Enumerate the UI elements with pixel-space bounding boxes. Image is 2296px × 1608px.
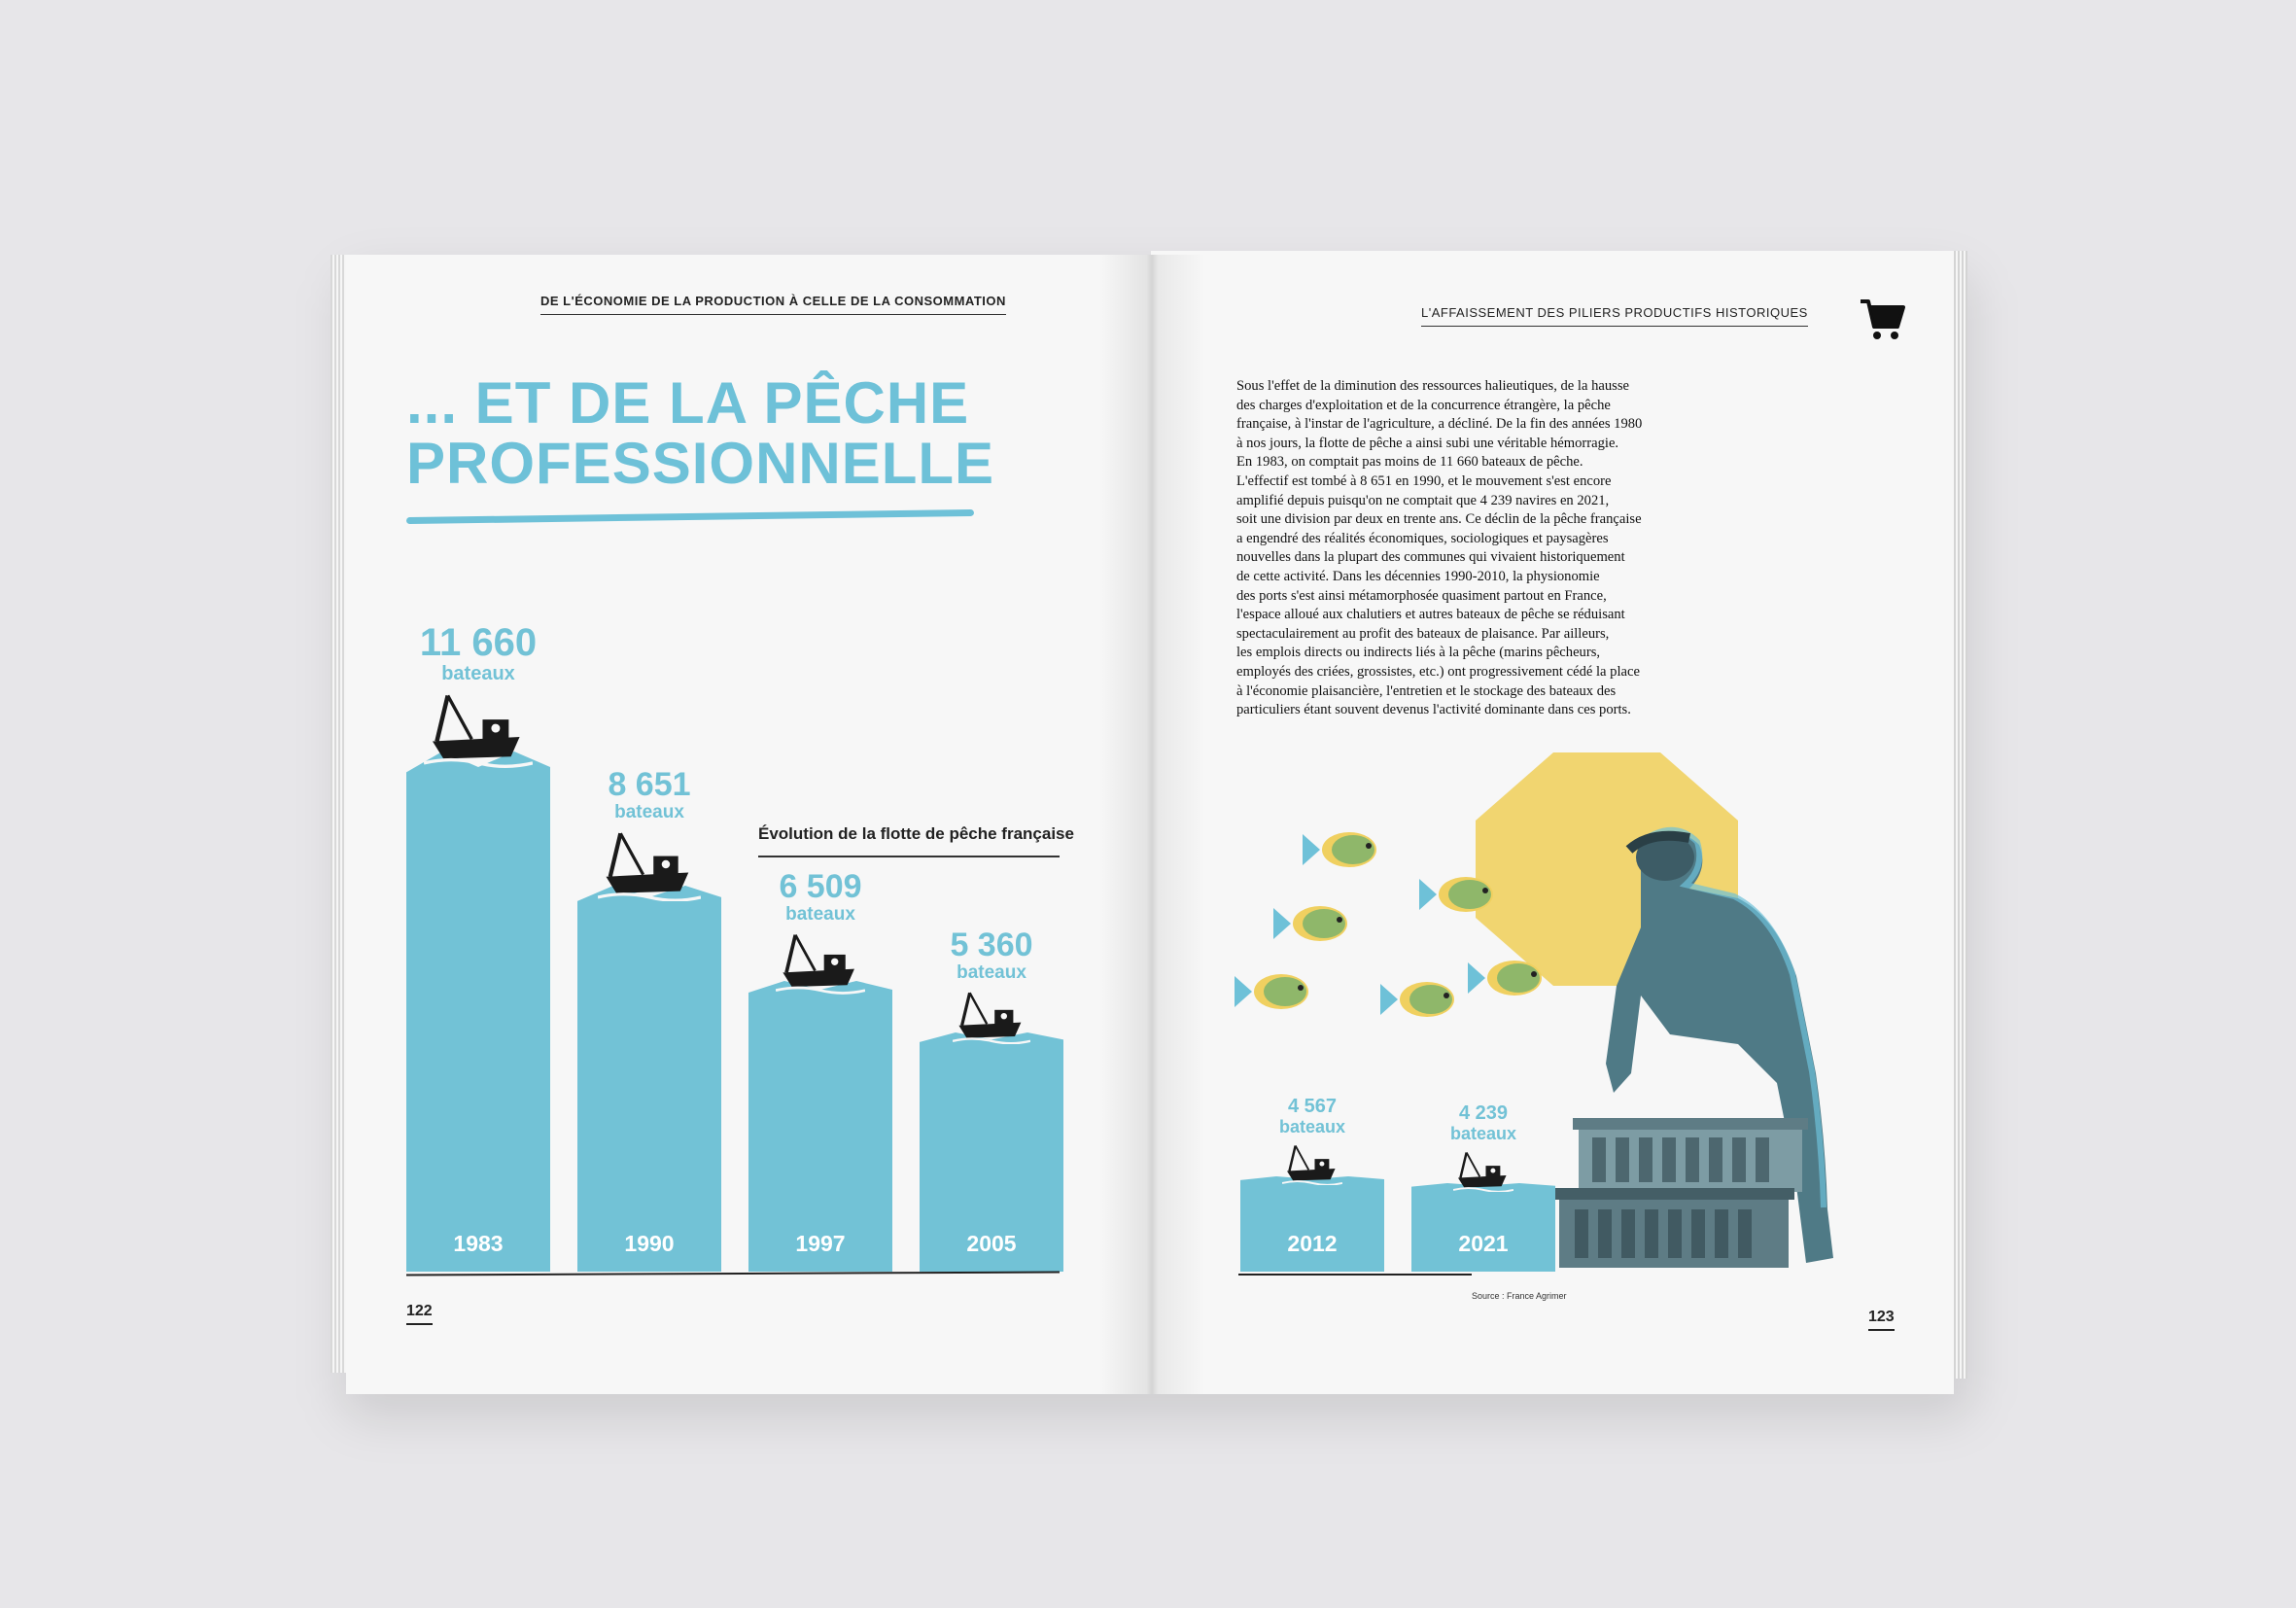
source-note: Source : France Agrimer xyxy=(1472,1291,1567,1301)
bar-year-label: 2005 xyxy=(966,1231,1017,1256)
fishing-boat-icon xyxy=(953,990,1030,1049)
bar-1997 xyxy=(748,981,892,1272)
bar-2012 xyxy=(1240,1176,1384,1272)
shopping-cart-icon xyxy=(1859,297,1905,342)
bar-unit-label: bateaux xyxy=(957,962,1026,983)
chart-baseline-left xyxy=(406,1272,1060,1276)
chart-baseline-right xyxy=(1238,1274,1472,1276)
title-underline xyxy=(406,509,974,524)
right-page xyxy=(1151,251,1954,1394)
bar-value-label: 6 509 xyxy=(779,868,862,906)
title-line-1: ... ET DE LA PÊCHE xyxy=(406,370,970,436)
bar-value-label: 11 660 xyxy=(419,621,538,665)
bar-unit-label: bateaux xyxy=(1449,1123,1517,1143)
bar-value-label: 8 651 xyxy=(608,765,691,803)
chart-caption: Évolution de la flotte de pêche française xyxy=(758,824,1074,843)
bar-year-label: 1997 xyxy=(795,1231,846,1256)
bar-unit-label: bateaux xyxy=(441,663,515,685)
bar-value-label: 4 239 xyxy=(1458,1101,1509,1124)
bar-1990 xyxy=(577,886,721,1272)
fishing-boat-icon xyxy=(776,931,865,998)
bar-year-label: 1990 xyxy=(624,1231,675,1256)
bar-year-label: 2012 xyxy=(1287,1231,1338,1256)
fish-icon xyxy=(1468,961,1542,996)
page-number-left: 122 xyxy=(406,1303,433,1325)
fishing-boat-icon xyxy=(424,691,533,772)
running-head-right: L'AFFAISSEMENT DES PILIERS PRODUCTIFS HISTORIQUES xyxy=(1421,305,1808,327)
body-text: Sous l'effet de la diminution des ressources halieutiques, de la hausse des charges d'exploitation et de la concurrence étrangère, la pêche française, à l'instar de l'agriculture, a décliné. De la fin des années 1980 à nos jours, la flotte de pêche a ainsi subi une véritable hémorragie. En 1983, on comptait pas moins de 11 660 bateaux de pêche. L'effectif est tombé à 8 651 en 1990, et le mouvement s'est encore amplifié depuis puisqu'on ne comptait que 4 239 navires en 2021, soit une division par deux en trente ans. Ce déclin de la pêche française a engendré des réalités économiques, sociologiques et paysagères nouvelles dans la plupart des communes qui vivaient historiquement de cette activité. Dans les décennies 1990-2010, la physionomie des ports s'est ainsi métamorphosée quasiment partout en France, l'espace alloué aux chalutiers et autres bateaux de pêche se réduisant spectaculairement au profit des bateaux de plaisance. Par ailleurs, les emplois directs ou indirects liés à la pêche (marins pêcheurs, employés des criées, grossistes, etc.) ont progressivement cédé la place à l'économie plaisancière, l'entretien et le stockage des bateaux des particuliers étant souvent devenus l'activité dominante dans ces ports. xyxy=(1236,378,1643,718)
fish-icon xyxy=(1380,982,1454,1017)
fishing-boat-icon xyxy=(598,829,701,906)
bar-unit-label: bateaux xyxy=(614,801,684,822)
fish-icon xyxy=(1235,974,1308,1009)
fish-icon xyxy=(1273,906,1347,941)
bar-unit-label: bateaux xyxy=(785,904,855,926)
title-line-2: PROFESSIONNELLE xyxy=(406,431,995,496)
fish-icon xyxy=(1419,877,1493,912)
bar-year-label: 2021 xyxy=(1458,1231,1509,1256)
bar-year-label: 1983 xyxy=(453,1231,504,1256)
fishing-boat-icon xyxy=(1453,1150,1513,1197)
fish-icon xyxy=(1303,832,1376,867)
bar-value-label: 5 360 xyxy=(950,926,1033,963)
bar-unit-label: bateaux xyxy=(1278,1116,1346,1136)
running-head-left: DE L'ÉCONOMIE DE LA PRODUCTION À CELLE DE LA CONSOMMATION xyxy=(540,294,1006,315)
fishing-boat-icon xyxy=(1282,1143,1342,1190)
fish-crates xyxy=(1553,1118,1808,1268)
bar-1983 xyxy=(406,752,550,1272)
left-page xyxy=(346,255,1151,1394)
caption-rule xyxy=(758,856,1060,857)
page-title xyxy=(406,370,995,496)
page-number-right: 123 xyxy=(1868,1309,1895,1331)
bar-value-label: 4 567 xyxy=(1287,1095,1338,1117)
